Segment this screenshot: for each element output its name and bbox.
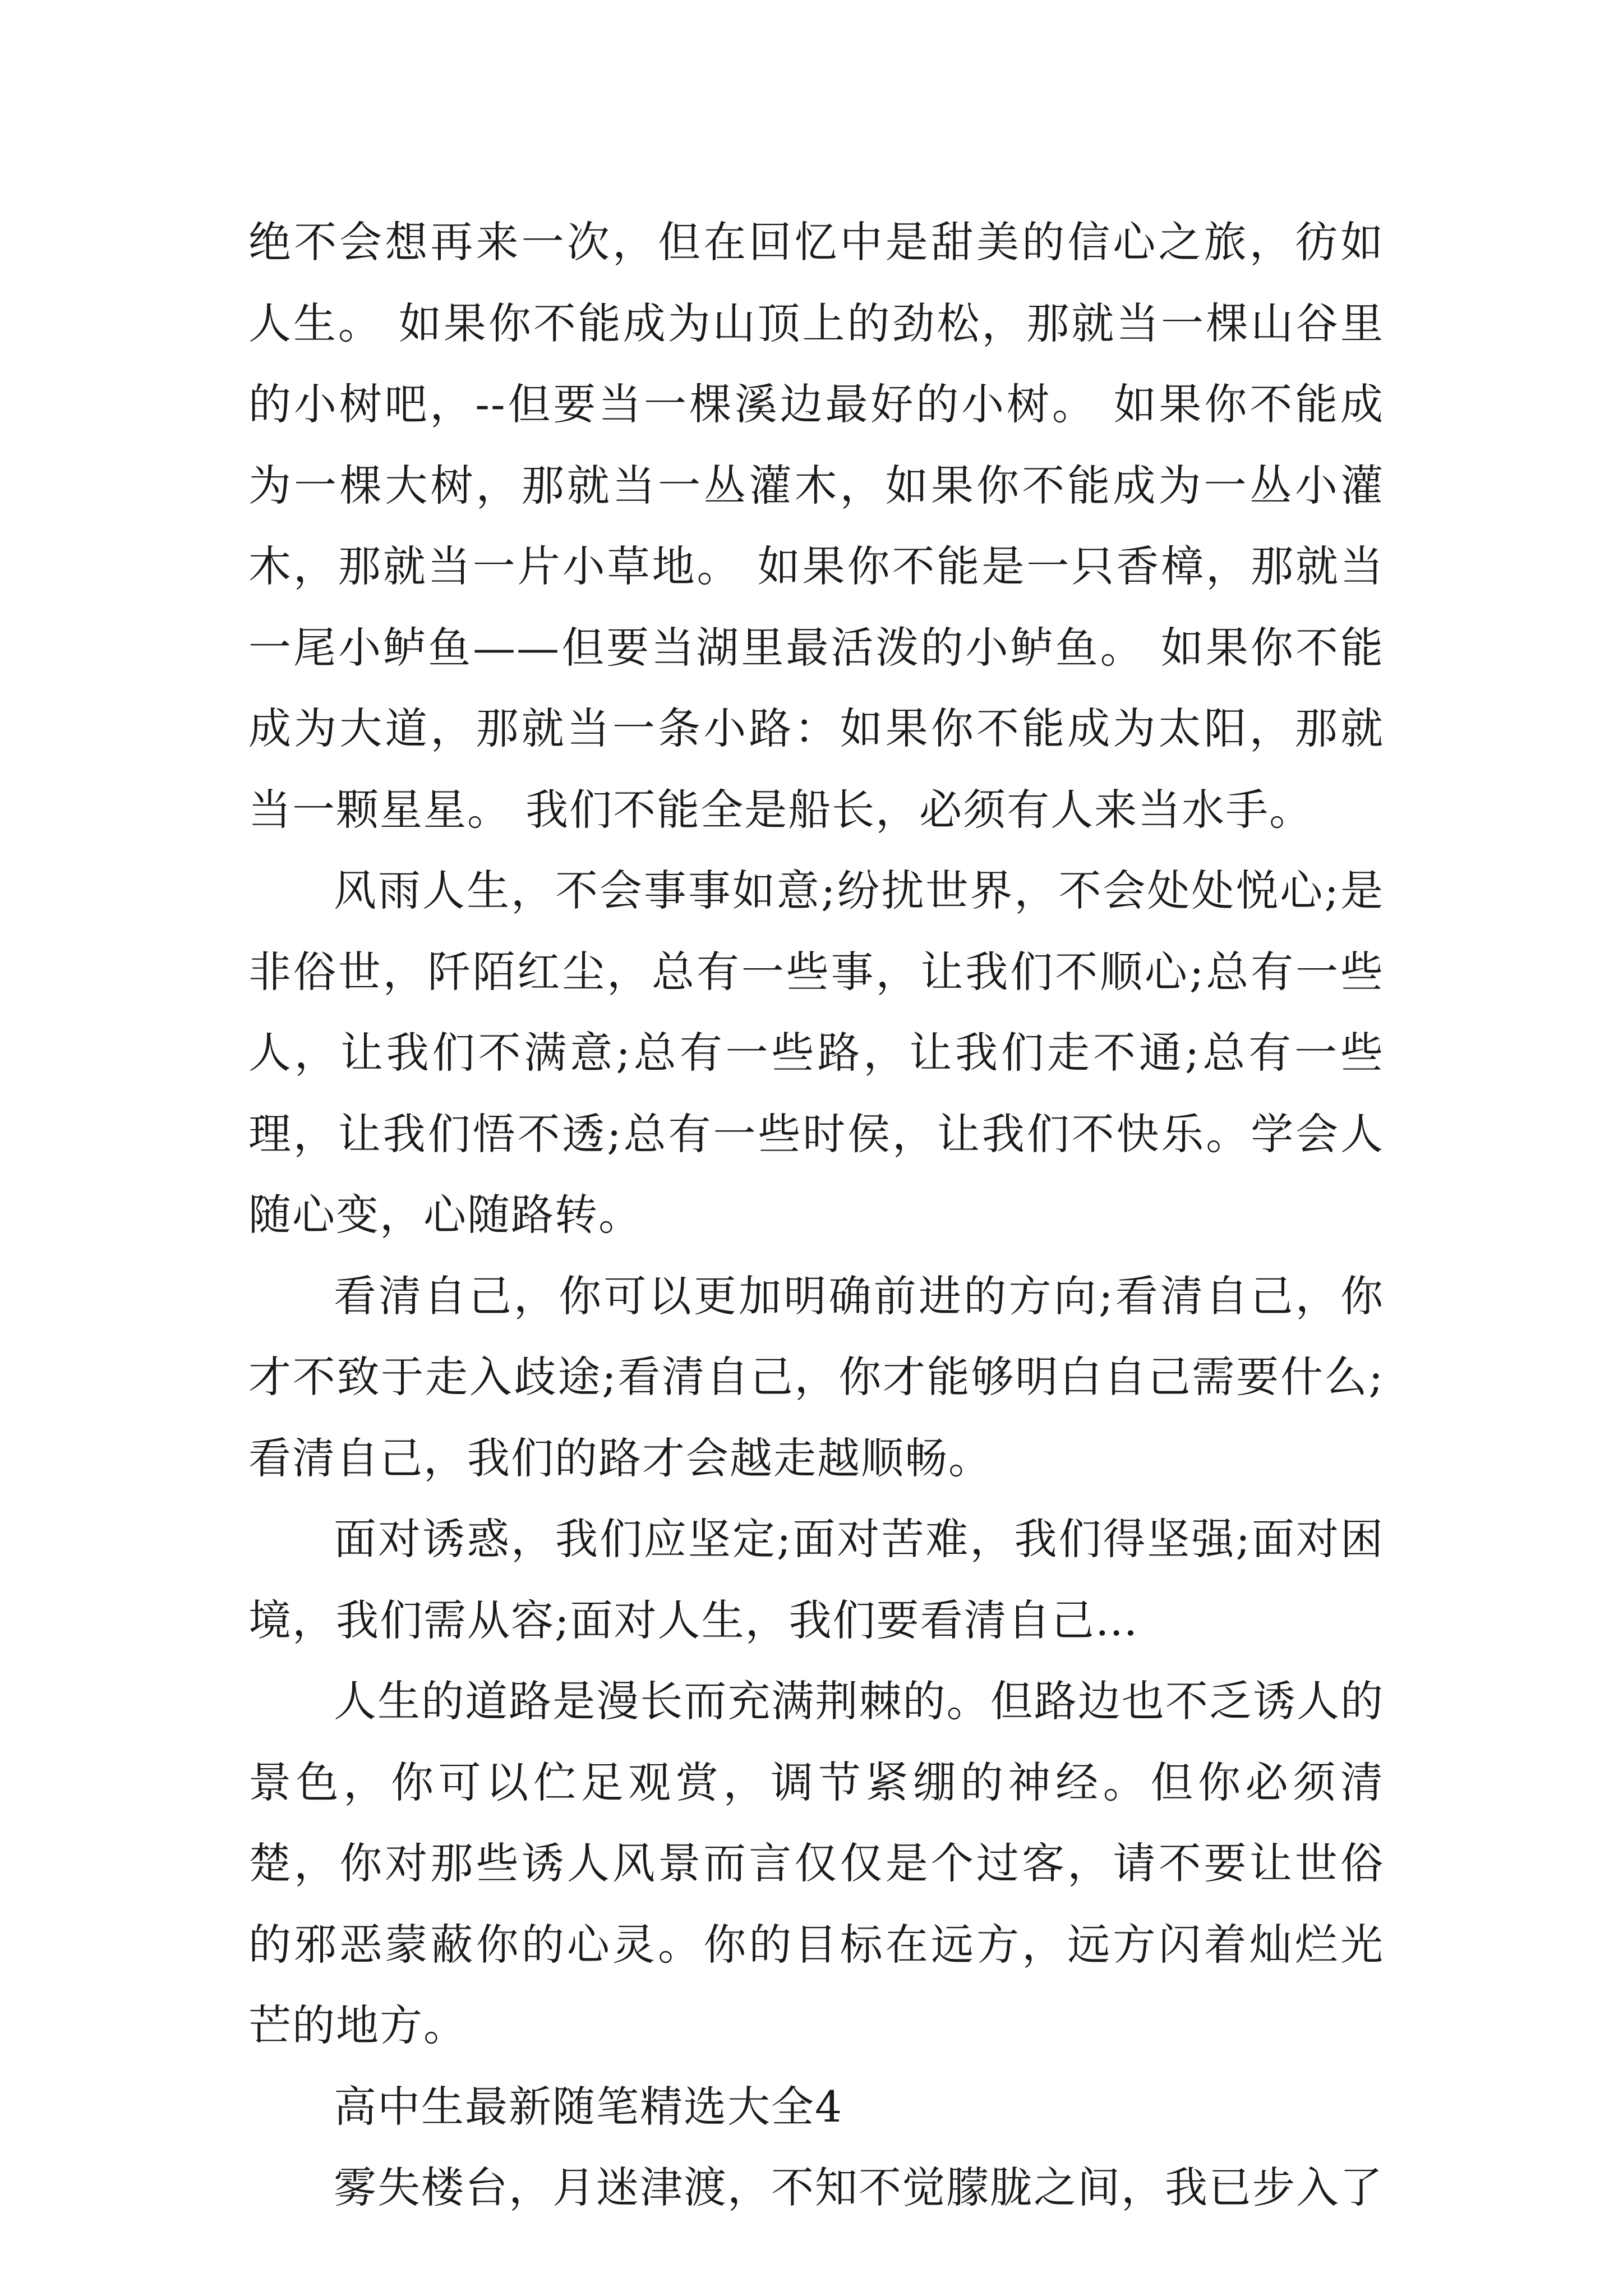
paragraph-4: 面对诱惑，我们应坚定;面对苦难，我们得坚强;面对困境，我们需从容;面对人生，我们要看清自己… — [248, 1514, 1384, 1645]
paragraph-2: 风雨人生，不会事事如意;纷扰世界，不会处处悦心;是非俗世，阡陌红尘，总有一些事，让我们不顺心;总有一些人，让我们不满意;总有一些路，让我们走不通;总有一些理，让我们悟不透;总有一些时侯，让我们不快乐。学会人随心变，心随路转。 — [248, 866, 1384, 1240]
paragraph-6: 雾失楼台，月迷津渡，不知不觉朦胧之间，我已步入了 — [334, 2162, 1384, 2212]
section-heading: 高中生最新随笔精选大全4 — [334, 2081, 843, 2132]
paragraph-5: 人生的道路是漫长而充满荆棘的。但路边也不乏诱人的景色，你可以伫足观赏，调节紧绷的神经。但你必须清楚，你对那些诱人风景而言仅仅是个过客，请不要让世俗的邪恶蒙蔽你的心灵。你的目标在远方，远方闪着灿烂光芒的地方。 — [248, 1676, 1384, 2050]
paragraph-3: 看清自己，你可以更加明确前进的方向;看清自己，你才不致于走入歧途;看清自己，你才能够明白自己需要什么;看清自己，我们的路才会越走越顺畅。 — [248, 1271, 1384, 1483]
document-body — [248, 202, 1384, 2229]
paragraph-1: 绝不会想再来一次，但在回忆中是甜美的信心之旅，彷如人生。 如果你不能成为山顶上的劲松，那就当一棵山谷里的小树吧，--但要当一棵溪边最好的小树。 如果你不能成为一棵大树，那就当一丛灌木，如果你不能成为一丛小灌木，那就当一片小草地。 如果你不能是一只香樟，那就当一尾小鲈鱼——但要当湖里最活泼的小鲈鱼。 如果你不能成为大道，那就当一条小路：如果你不能成为太阳，那就当一颗星星。 我们不能全是船长，必须有人来当水手。 — [248, 217, 1384, 835]
